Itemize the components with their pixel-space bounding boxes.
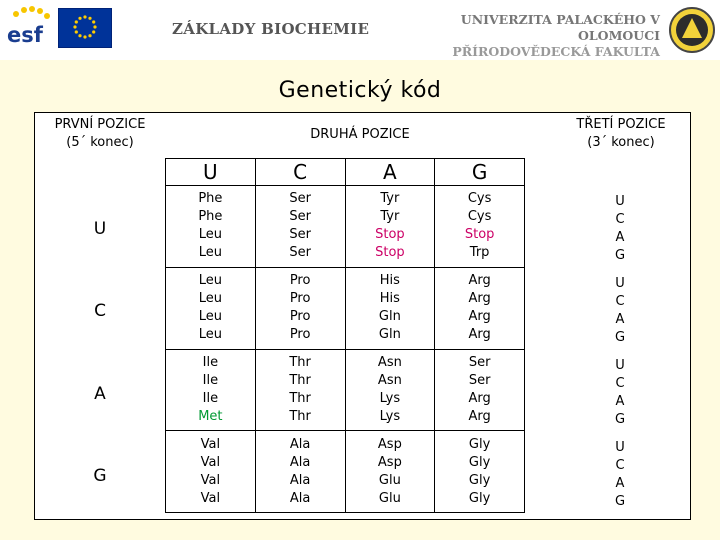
stop-codon: Stop	[464, 227, 495, 243]
codon-cell-gu: Val Val Val Val	[166, 431, 256, 513]
third-position-group: U C A G	[614, 358, 626, 427]
codon-cell-cu: Leu Leu Leu Leu	[166, 267, 256, 349]
page-title: Genetický kód	[278, 78, 442, 103]
eu-flag	[58, 8, 112, 48]
codon-cell-ca: His His Gln Gln	[345, 267, 435, 349]
esf-logo	[4, 4, 54, 48]
codon-cell-ug: Cys Cys Stop Trp	[435, 186, 525, 268]
first-position-a: A	[94, 384, 106, 404]
codon-cell-gc: Ala Ala Ala Ala	[255, 431, 345, 513]
header-title: ZÁKLADY BIOCHEMIE	[172, 20, 370, 38]
codon-cell-gg: Gly Gly Gly Gly	[435, 431, 525, 513]
first-position-g: G	[93, 466, 107, 486]
codon-cell-ac: Thr Thr Thr Thr	[255, 349, 345, 431]
third-position-group: U C A G	[614, 194, 626, 263]
university-name	[410, 12, 660, 60]
first-position-c: C	[94, 301, 106, 321]
second-header-u: U	[166, 159, 256, 186]
codon-cell-aa: Asn Asn Lys Lys	[345, 349, 435, 431]
svg-text:esf: esf	[7, 23, 43, 47]
codon-cell-ag: Ser Ser Arg Arg	[435, 349, 525, 431]
university-seal-icon	[668, 6, 716, 54]
codon-cell-uu: Phe Phe Leu Leu	[166, 186, 256, 268]
third-position-group: U C A G	[614, 276, 626, 345]
codon-cell-cc: Pro Pro Pro Pro	[255, 267, 345, 349]
second-header-a: A	[345, 159, 435, 186]
third-position-label: TŘETÍ POZICE (3´ konec)	[576, 117, 666, 150]
codon-cell-au: Ile Ile Ile Met	[166, 349, 256, 431]
codon-cell-ua: Tyr Tyr Stop Stop	[345, 186, 435, 268]
stop-codon: Stop	[375, 245, 405, 261]
stop-codon: Stop	[375, 227, 405, 243]
second-header-c: C	[255, 159, 345, 186]
codon-cell-uc: Ser Ser Ser Ser	[255, 186, 345, 268]
codon-cell-cg: Arg Arg Arg Arg	[435, 267, 525, 349]
university-line-2: PŘÍRODOVĚDECKÁ FAKULTA	[452, 44, 660, 59]
header-banner	[0, 0, 720, 60]
second-header-g: G	[435, 159, 525, 186]
first-position-label: PRVNÍ POZICE (5´ konec)	[54, 117, 146, 150]
university-line-1: UNIVERZITA PALACKÉHO V OLOMOUCI	[460, 12, 660, 43]
third-position-group: U C A G	[614, 440, 626, 509]
start-codon: Met	[198, 408, 223, 424]
second-position-label: DRUHÁ POZICE	[310, 127, 410, 142]
codon-cell-ga: Asp Asp Glu Glu	[345, 431, 435, 513]
codon-table	[165, 158, 525, 513]
first-position-u: U	[93, 219, 107, 239]
